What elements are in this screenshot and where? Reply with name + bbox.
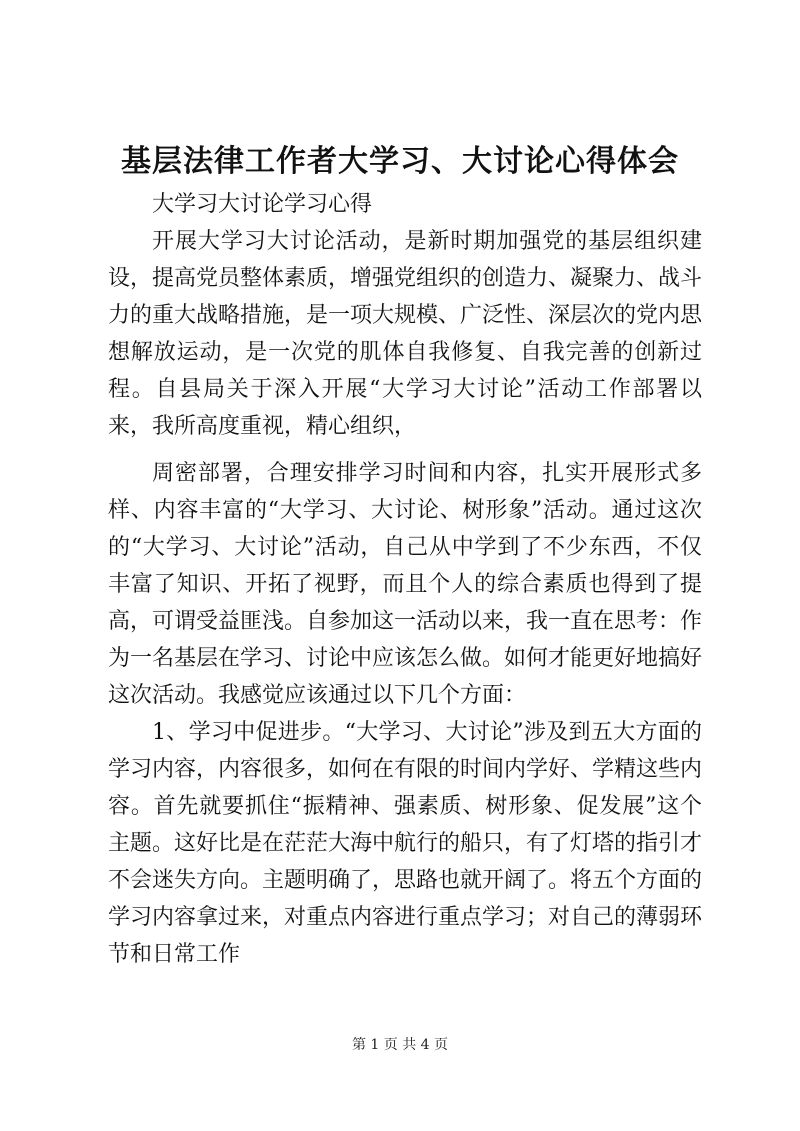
document-title: 基层法律工作者大学习、大讨论心得体会 [121,144,679,179]
paragraph-3: 1、学习中促进步。“大学习、大讨论”涉及到五大方面的学习内容，内容很多，如何在有限的时间内学好、学精这些内容。首先就要抓住“振精神、强素质、树形象、促发展”这个主题。这好比是在茫茫大海中航行的船只，有了灯塔的指引才不会迷失方向。主题明确了，思路也就开阔了。将五个方面的学习内容拿过来，对重点内容进行重点学习；对自己的薄弱环节和日常工作 [108,720,703,967]
paragraph-1: 开展大学习大讨论活动，是新时期加强党的基层组织建设，提高党员整体素质，增强党组织的创造力、凝聚力、战斗力的重大战略措施，是一项大规模、广泛性、深层次的党内思想解放运动，是一次党的肌体自我修复、自我完善的创新过程。自县局关于深入开展“大学习大讨论”活动工作部署以来，我所高度重视，精心组织， [108,229,703,439]
document-body [108,186,702,973]
document-subtitle: 大学习大讨论学习心得 [152,192,373,217]
paragraph-2: 周密部署，合理安排学习时间和内容，扎实开展形式多样、内容丰富的“大学习、大讨论、树形象”活动。通过这次的“大学习、大讨论”活动，自己从中学到了不少东西，不仅丰富了知识、开拓了视野，而且个人的综合素质也得到了提高，可谓受益匪浅。自参加这一活动以来，我一直在思考：作为一名基层在学习、讨论中应该怎么做。如何才能更好地搞好这次活动。我感觉应该通过以下几个方面： [108,461,703,708]
page-number-footer: 第 1 页 共 4 页 [351,1037,449,1053]
